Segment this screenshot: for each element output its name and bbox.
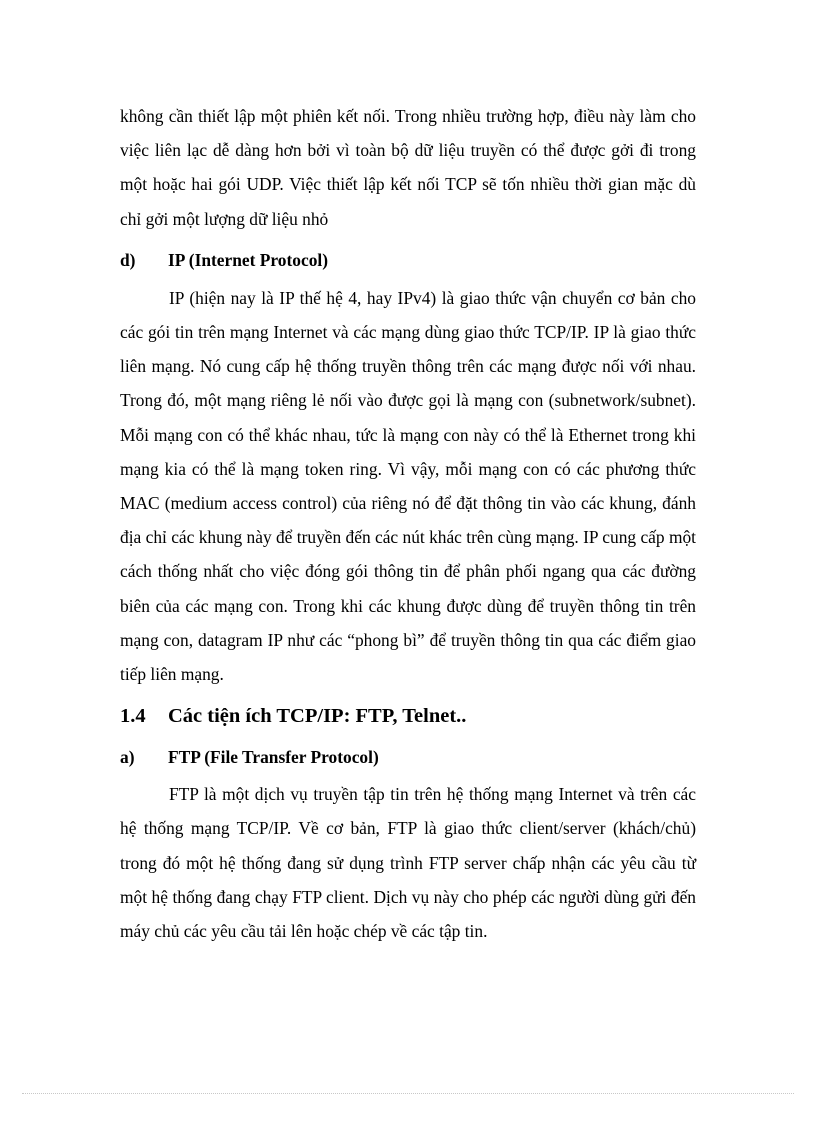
subheading-ip xyxy=(120,250,696,271)
subheading-ip-title: IP (Internet Protocol) xyxy=(168,249,329,270)
paragraph-ip: IP (hiện nay là IP thế hệ 4, hay IPv4) là giao thức vận chuyển cơ bản cho các gói tin trên mạng Internet và các mạng dùng giao thức TCP/IP. IP là giao thức liên mạng. Nó cung cấp hệ thống truyền thông trên các mạng được nối với nhau. Trong đó, một mạng riêng lẻ nối vào được gọi là mạng con (subnetwork/subnet). Mỗi mạng con có thể khác nhau, tức là mạng con này có thể là Ethernet trong khi mạng kia có thể là mạng token ring. Vì vậy, mỗi mạng con có các phương thức MAC (medium access control) của riêng nó để đặt thông tin vào các khung, đánh địa chỉ các khung này để truyền đến các nút khác trên cùng mạng. IP cung cấp một cách thống nhất cho việc đóng gói thông tin để phân phối ngang qua các đường biên của các mạng con. Trong khi các khung được dùng để truyền thông tin trên mạng con, datagram IP như các “phong bì” để truyền thông tin qua các điểm giao tiếp liên mạng. xyxy=(120,287,696,685)
footer-divider xyxy=(22,1093,794,1094)
section-heading-tcpip-utilities xyxy=(120,705,696,728)
subheading-ip-number: d) xyxy=(120,249,136,270)
paragraph-ftp: FTP là một dịch vụ truyền tập tin trên hệ thống mạng Internet và trên các hệ thống mạng TCP/IP. Về cơ bản, FTP là giao thức client/server (khách/chủ) trong đó một hệ thống đang sử dụng trình FTP server chấp nhận các yêu cầu từ một hệ thống đang chạy FTP client. Dịch vụ này cho phép các người dùng gửi đến máy chủ các yêu cầu tải lên hoặc chép về các tập tin. xyxy=(120,784,696,942)
section-heading-title: Các tiện ích TCP/IP: FTP, Telnet.. xyxy=(168,705,467,728)
section-heading-number: 1.4 xyxy=(120,705,146,728)
page-content xyxy=(120,99,696,948)
subheading-ftp-number: a) xyxy=(120,747,135,768)
subheading-ftp xyxy=(120,747,696,768)
paragraph-udp-continuation: không cần thiết lập một phiên kết nối. Trong nhiều trường hợp, điều này làm cho việc liên lạc dễ dàng hơn bởi vì toàn bộ dữ liệu truyền có thể được gởi đi trong một hoặc hai gói UDP. Việc thiết lập kết nối TCP sẽ tốn nhiều thời gian mặc dù chỉ gởi một lượng dữ liệu nhỏ xyxy=(120,106,696,229)
subheading-ftp-title: FTP (File Transfer Protocol) xyxy=(168,747,379,768)
